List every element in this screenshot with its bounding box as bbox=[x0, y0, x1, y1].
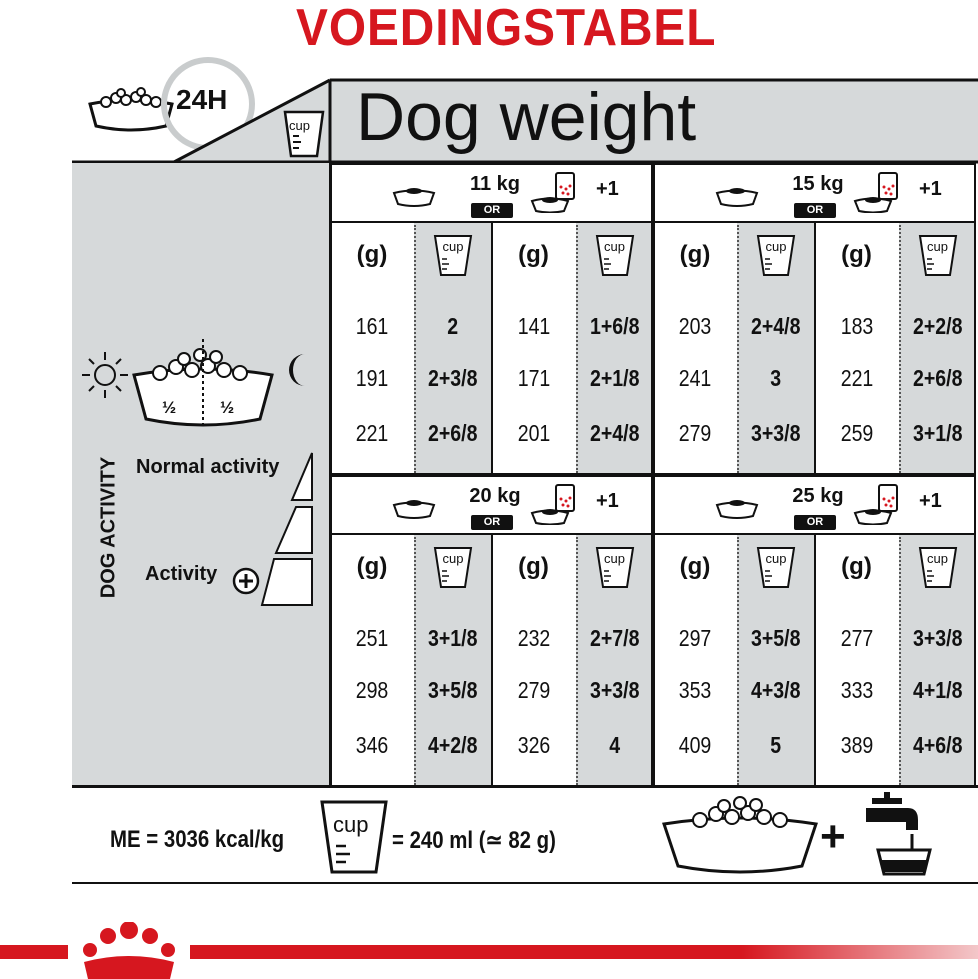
grams-value: 353 bbox=[678, 677, 712, 703]
or-badge: OR bbox=[794, 515, 836, 530]
grams-value: 241 bbox=[678, 365, 712, 391]
half-left: ½ bbox=[162, 398, 177, 417]
cups-value: 3+3/8 bbox=[589, 677, 639, 703]
grams-value: 297 bbox=[678, 625, 712, 651]
column-divider bbox=[899, 537, 901, 785]
grams-header: (g) bbox=[841, 553, 872, 580]
cups-value: 2+4/8 bbox=[589, 420, 639, 446]
dog-weight-title: Dog weight bbox=[356, 79, 697, 155]
column-divider bbox=[414, 537, 416, 785]
normal-activity-label: Normal activity bbox=[136, 456, 280, 478]
plus-one-pouch: +1 bbox=[919, 490, 942, 512]
crown-logo-icon bbox=[70, 922, 188, 979]
grid-line bbox=[653, 475, 976, 477]
grams-header: (g) bbox=[356, 553, 388, 580]
dry-bowl-icon bbox=[392, 497, 436, 519]
or-badge: OR bbox=[471, 515, 513, 530]
grams-value: 203 bbox=[678, 313, 712, 339]
dry-bowl-icon bbox=[715, 497, 759, 519]
cup-icon-label: cup bbox=[442, 551, 464, 566]
dry-bowl-icon bbox=[392, 185, 436, 207]
footer-cup-label: cup bbox=[333, 812, 369, 837]
sun-icon bbox=[80, 350, 130, 400]
cups-value: 2+6/8 bbox=[428, 420, 478, 446]
cups-value: 2 bbox=[447, 313, 459, 339]
cups-value: 3+3/8 bbox=[912, 625, 962, 651]
split-bowl-icon bbox=[128, 335, 278, 435]
cups-value: 3+5/8 bbox=[751, 625, 801, 651]
cup-icon-label: cup bbox=[604, 239, 625, 254]
header-area bbox=[0, 50, 978, 165]
water-tap-icon bbox=[862, 790, 934, 882]
cup-icon-label: cup bbox=[927, 239, 948, 254]
cups-value: 2+6/8 bbox=[912, 365, 962, 391]
grid-line bbox=[653, 163, 976, 165]
cups-value: 2+1/8 bbox=[589, 365, 639, 391]
grams-value: 279 bbox=[517, 677, 550, 703]
grams-value: 191 bbox=[355, 365, 389, 391]
dog-weight-value: 15 kg bbox=[792, 173, 844, 195]
grams-header: (g) bbox=[518, 241, 549, 268]
cups-value: 2+3/8 bbox=[428, 365, 478, 391]
column-divider bbox=[899, 225, 901, 473]
column-divider bbox=[576, 537, 578, 785]
grams-value: 277 bbox=[840, 625, 873, 651]
period-label: 24H bbox=[176, 84, 228, 115]
cup-icon-label: cup bbox=[442, 239, 464, 254]
grams-value: 259 bbox=[840, 420, 873, 446]
plus-one-pouch: +1 bbox=[596, 178, 619, 200]
cups-value: 2+7/8 bbox=[589, 625, 639, 651]
grams-value: 326 bbox=[517, 732, 550, 758]
me-value: ME = 3036 kcal/kg bbox=[110, 826, 285, 853]
wet-food-icon bbox=[853, 481, 901, 525]
cups-value: 2+2/8 bbox=[912, 313, 962, 339]
dog-weight-value: 20 kg bbox=[469, 485, 521, 507]
grid-line bbox=[974, 163, 976, 475]
cups-value: 3+1/8 bbox=[912, 420, 962, 446]
cups-value: 3+1/8 bbox=[428, 625, 478, 651]
or-badge: OR bbox=[471, 203, 513, 218]
column-divider bbox=[414, 225, 416, 473]
footer-bowl-icon bbox=[660, 796, 820, 876]
grams-header: (g) bbox=[679, 241, 711, 268]
column-divider bbox=[737, 537, 739, 785]
plus-one-pouch: +1 bbox=[596, 490, 619, 512]
footer-top-line bbox=[72, 785, 978, 788]
plus-circle-icon bbox=[231, 566, 261, 596]
grams-header: (g) bbox=[356, 241, 388, 268]
grams-value: 333 bbox=[840, 677, 873, 703]
cups-value: 1+6/8 bbox=[589, 313, 639, 339]
page-title: VOEDINGSTABEL bbox=[296, 0, 717, 57]
column-divider bbox=[576, 225, 578, 473]
half-right: ½ bbox=[220, 398, 235, 417]
wet-food-icon bbox=[853, 169, 901, 213]
wet-food-icon bbox=[530, 169, 578, 213]
grams-header: (g) bbox=[518, 553, 549, 580]
grams-value: 279 bbox=[678, 420, 712, 446]
cups-value: 2+4/8 bbox=[751, 313, 801, 339]
cups-value: 3 bbox=[770, 365, 782, 391]
dog-activity-label: DOG ACTIVITY bbox=[97, 456, 120, 599]
cup-volume: = 240 ml (≃ 82 g) bbox=[392, 827, 556, 854]
cups-value: 4+1/8 bbox=[912, 677, 962, 703]
grid-line bbox=[330, 475, 653, 477]
cups-value: 4 bbox=[608, 732, 620, 758]
cup-icon-label: cup bbox=[289, 118, 310, 133]
grams-value: 232 bbox=[517, 625, 550, 651]
cup-icon-label: cup bbox=[765, 551, 787, 566]
cups-value: 4+2/8 bbox=[428, 732, 478, 758]
cups-value: 4+6/8 bbox=[912, 732, 962, 758]
cups-value: 3+3/8 bbox=[751, 420, 801, 446]
grams-value: 298 bbox=[355, 677, 389, 703]
footer-bottom-line bbox=[72, 882, 978, 884]
cups-value: 4+3/8 bbox=[751, 677, 801, 703]
cups-value: 3+5/8 bbox=[428, 677, 478, 703]
grams-value: 221 bbox=[355, 420, 389, 446]
grams-value: 409 bbox=[678, 732, 712, 758]
grams-value: 221 bbox=[840, 365, 873, 391]
column-divider bbox=[737, 225, 739, 473]
moon-icon bbox=[283, 350, 313, 390]
brand-strip-right bbox=[190, 945, 978, 959]
grams-value: 171 bbox=[517, 365, 550, 391]
dog-weight-value: 11 kg bbox=[469, 173, 521, 195]
or-badge: OR bbox=[794, 203, 836, 218]
grid-line bbox=[974, 475, 976, 787]
activity-label: Activity bbox=[145, 563, 218, 585]
dog-weight-value: 25 kg bbox=[792, 485, 844, 507]
grams-value: 201 bbox=[517, 420, 550, 446]
grams-value: 389 bbox=[840, 732, 873, 758]
cup-icon-label: cup bbox=[604, 551, 625, 566]
grams-value: 251 bbox=[355, 625, 389, 651]
cup-icon-label: cup bbox=[927, 551, 948, 566]
wet-food-icon bbox=[530, 481, 578, 525]
grid-line bbox=[329, 163, 331, 787]
grams-header: (g) bbox=[841, 241, 872, 268]
cup-icon bbox=[283, 108, 325, 158]
dry-bowl-icon bbox=[715, 185, 759, 207]
plus-one-pouch: +1 bbox=[919, 178, 942, 200]
grams-value: 183 bbox=[840, 313, 873, 339]
grams-header: (g) bbox=[679, 553, 711, 580]
grid-line bbox=[653, 475, 655, 787]
footer-plus: + bbox=[820, 812, 846, 861]
cups-value: 5 bbox=[770, 732, 782, 758]
grid-line bbox=[653, 163, 655, 475]
grams-value: 141 bbox=[517, 313, 550, 339]
grams-value: 346 bbox=[355, 732, 389, 758]
grams-value: 161 bbox=[355, 313, 389, 339]
grid-line bbox=[330, 163, 653, 165]
cup-icon-label: cup bbox=[765, 239, 787, 254]
brand-strip-left bbox=[0, 945, 68, 959]
